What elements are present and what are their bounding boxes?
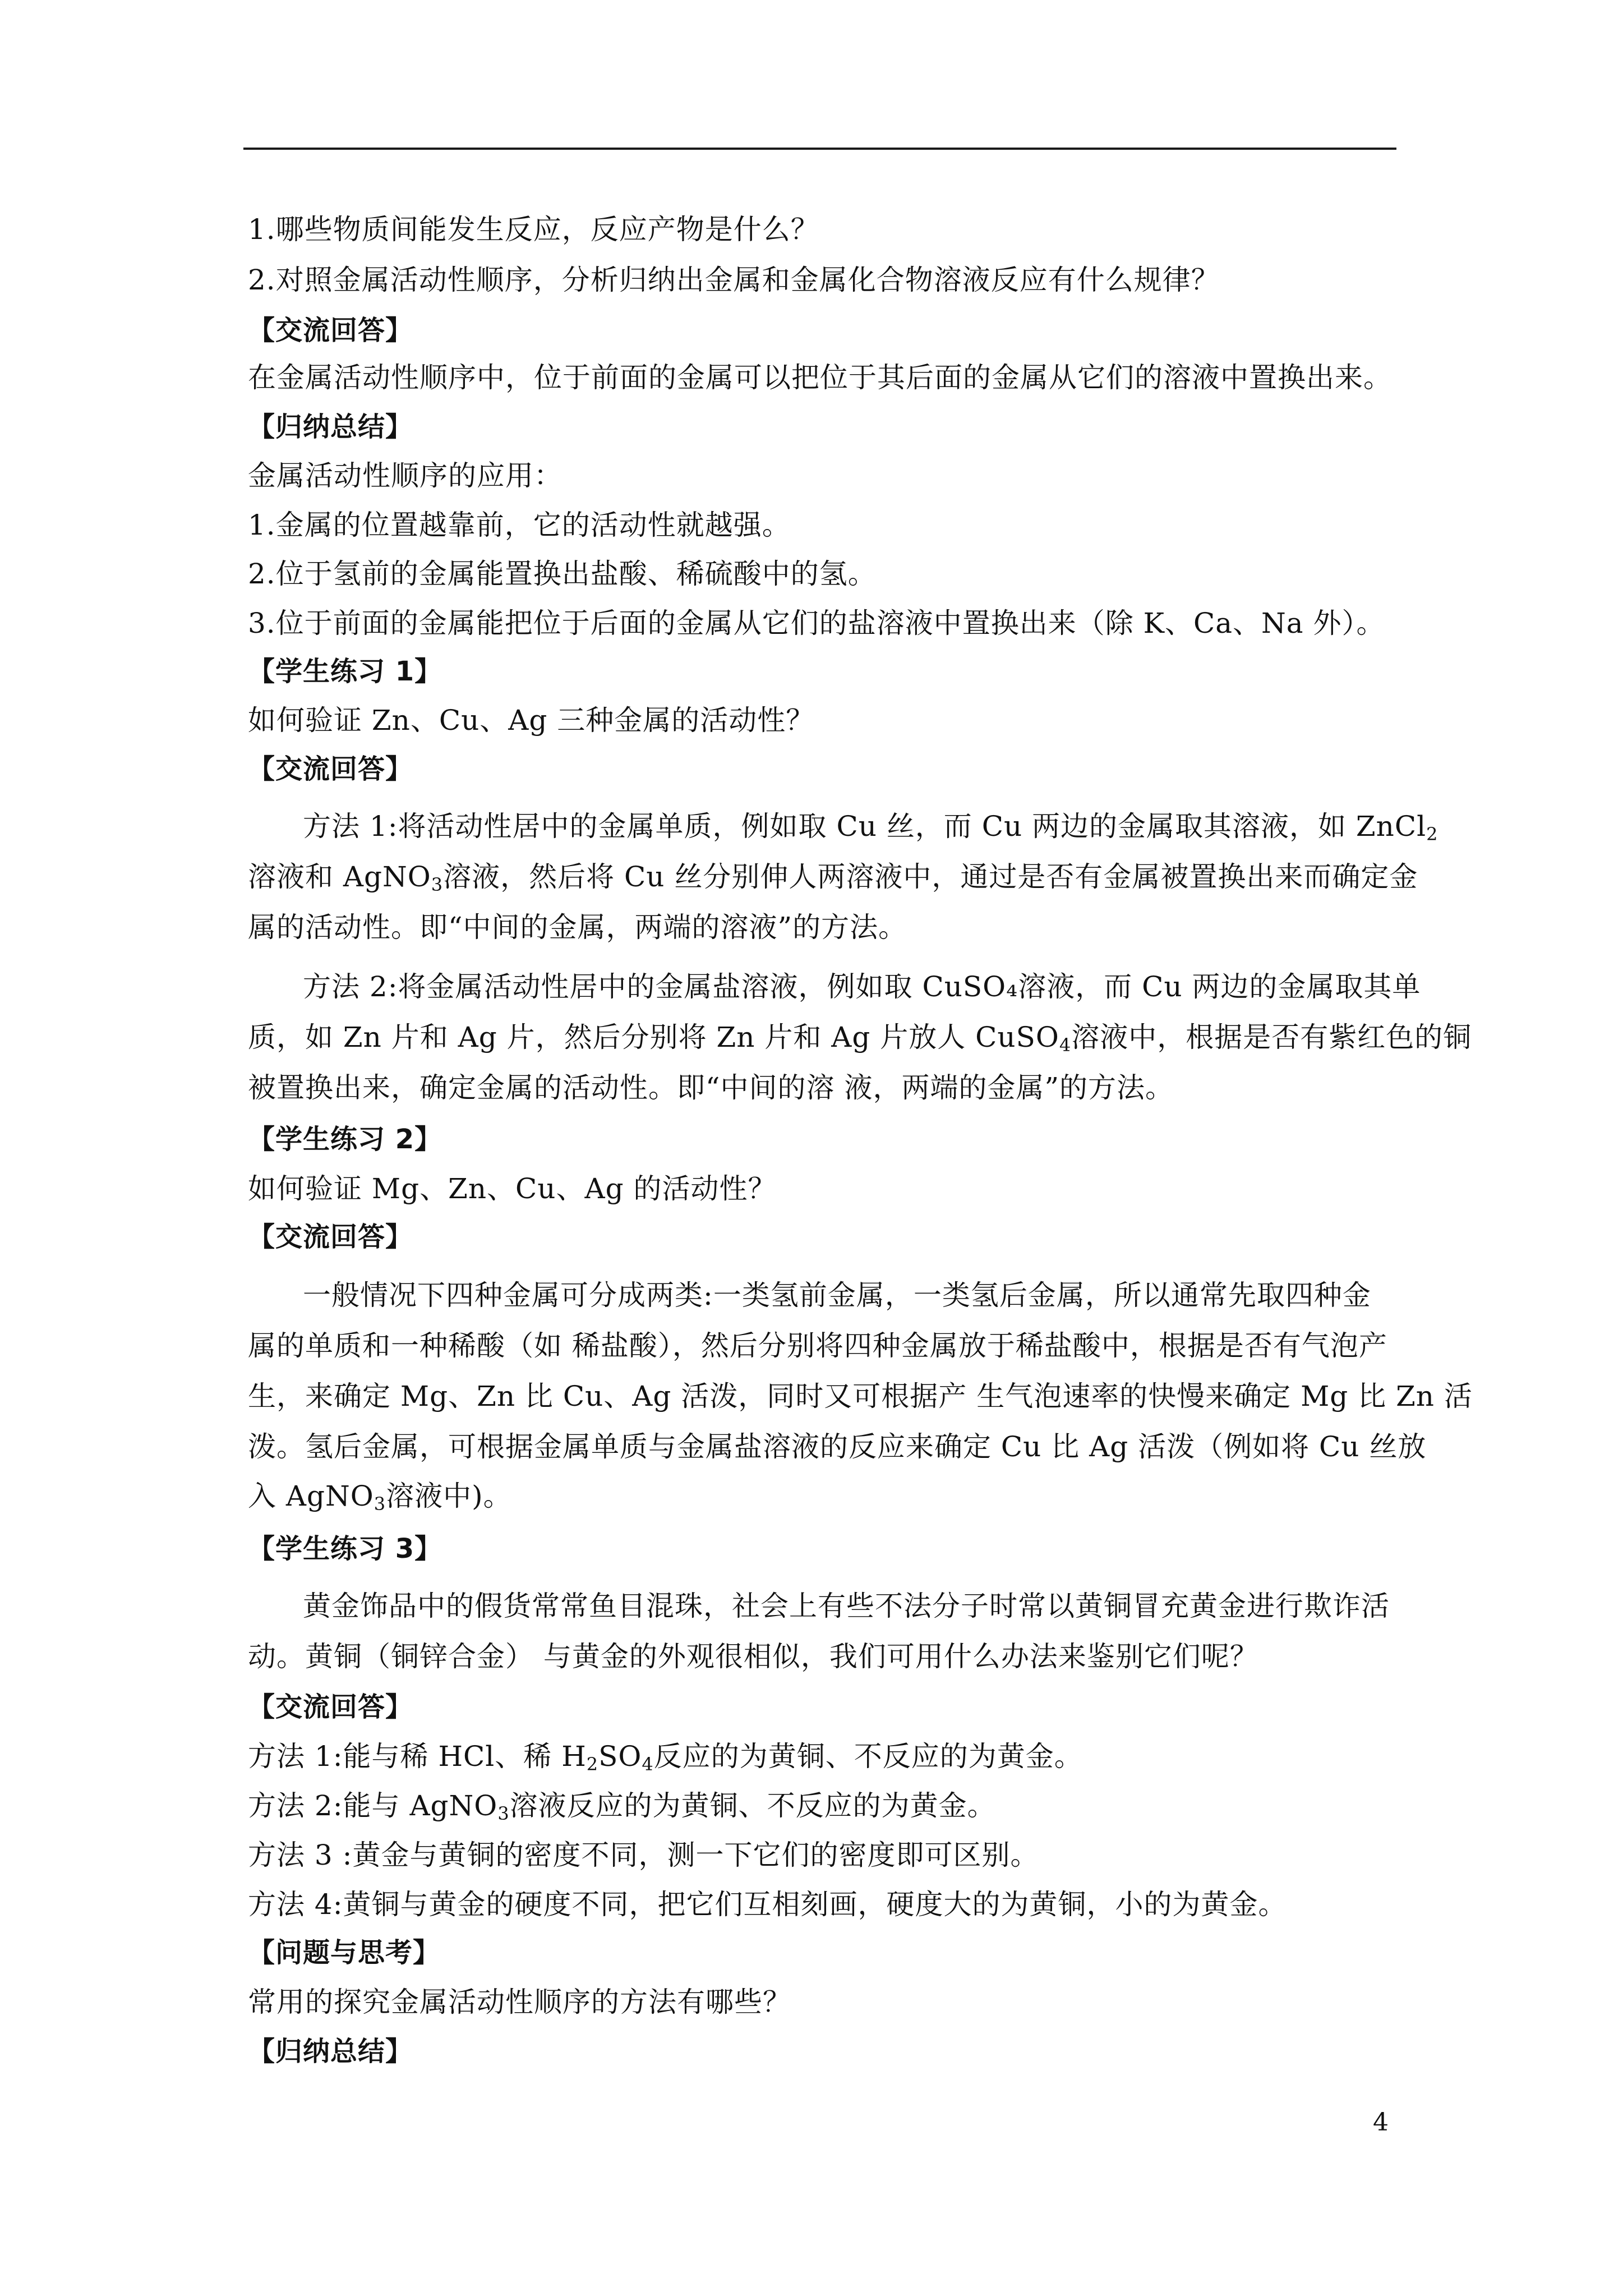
method-line: 方法 2:将金属活动性居中的金属盐溶液，例如取 CuSO₄溶液，而 Cu 两边的金属取其单 <box>303 970 1421 1003</box>
summary-item: 3.位于前面的金属能把位于后面的金属从它们的盐溶液中置换出来（除 K、Ca、Na 外）。 <box>248 607 1385 639</box>
section-heading: 【交流回答】 <box>248 315 413 346</box>
answer-line: 生，来确定 Mg、Zn 比 Cu、Ag 活泼，同时又可根据产 生气泡速率的快慢来确定 Mg 比 Zn 活 <box>248 1380 1473 1412</box>
section-heading: 【问题与思考】 <box>248 1937 441 1968</box>
question-text: 常用的探究金属活动性顺序的方法有哪些？ <box>248 1986 791 2018</box>
section-heading: 【归纳总结】 <box>248 411 413 443</box>
exercise-text: 动。黄铜（铜锌合金） 与黄金的外观很相似，我们可用什么办法来鉴别它们呢？ <box>248 1640 1258 1673</box>
header-rule <box>243 148 1396 150</box>
answer-line: 泼。氢后金属，可根据金属单质与金属盐溶液的反应来确定 Cu 比 Ag 活泼（例如将 Cu 丝放 <box>248 1430 1427 1463</box>
answer-line: 入 AgNO$_3$溶液中)。 <box>248 1480 512 1515</box>
summary-item: 1.金属的位置越靠前，它的活动性就越强。 <box>248 509 791 541</box>
answer-line: 一般情况下四种金属可分成两类:一类氢前金属，一类氢后金属，所以通常先取四种金 <box>303 1279 1371 1312</box>
method-line: 质，如 Zn 片和 Ag 片，然后分别将 Zn 片和 Ag 片放人 CuSO$_4$溶液中，根据是否有紫红色的铜 <box>248 1021 1472 1056</box>
method-line: 方法 1:将活动性居中的金属单质，例如取 Cu 丝，而 Cu 两边的金属取其溶液，如 ZnCl$_2$ <box>303 810 1438 845</box>
answer-line: 属的单质和一种稀酸（如 稀盐酸），然后分别将四种金属放于稀盐酸中，根据是否有气泡产 <box>248 1329 1387 1362</box>
section-heading: 【归纳总结】 <box>248 2036 413 2067</box>
section-heading: 【学生练习 2】 <box>248 1124 442 1155</box>
exercise-question: 如何验证 Zn、Cu、Ag 三种金属的活动性？ <box>248 704 815 737</box>
section-heading: 【交流回答】 <box>248 753 413 785</box>
method-line: 方法 4:黄铜与黄金的硬度不同，把它们互相刻画，硬度大的为黄铜，小的为黄金。 <box>248 1888 1287 1921</box>
page-number: 4 <box>1373 2108 1389 2137</box>
answer-text: 在金属活动性顺序中，位于前面的金属可以把位于其后面的金属从它们的溶液中置换出来。 <box>248 361 1392 394</box>
question-2: 2.对照金属活动性顺序，分析归纳出金属和金属化合物溶液反应有什么规律？ <box>248 264 1220 296</box>
method-line: 被置换出来，确定金属的活动性。即“中间的溶 液，两端的金属”的方法。 <box>248 1071 1174 1104</box>
section-heading: 【学生练习 3】 <box>248 1533 442 1565</box>
section-heading: 【学生练习 1】 <box>248 656 442 687</box>
section-heading: 【交流回答】 <box>248 1691 413 1723</box>
exercise-question: 如何验证 Mg、Zn、Cu、Ag 的活动性？ <box>248 1172 777 1205</box>
section-heading: 【交流回答】 <box>248 1221 413 1253</box>
method-line: 属的活动性。即“中间的金属，两端的溶液”的方法。 <box>248 911 907 944</box>
summary-intro: 金属活动性顺序的应用： <box>248 459 562 492</box>
method-line: 方法 1:能与稀 HCl、稀 $H_2SO_4$反应的为黄铜、不反应的为黄金。 <box>248 1740 1083 1775</box>
method-line: 方法 3 :黄金与黄铜的密度不同，测一下它们的密度即可区别。 <box>248 1839 1039 1871</box>
summary-item: 2.位于氢前的金属能置换出盐酸、稀硫酸中的氢。 <box>248 558 877 590</box>
method-line: 方法 2:能与 AgNO$_3$溶液反应的为黄铜、不反应的为黄金。 <box>248 1789 996 1824</box>
exercise-text: 黄金饰品中的假货常常鱼目混珠，社会上有些不法分子时常以黄铜冒充黄金进行欺诈活 <box>303 1590 1390 1622</box>
method-line: 溶液和 AgNO$_3$溶液，然后将 Cu 丝分别伸人两溶液中，通过是否有金属被置换出来而确定金 <box>248 861 1418 895</box>
question-1: 1.哪些物质间能发生反应，反应产物是什么？ <box>248 213 819 246</box>
